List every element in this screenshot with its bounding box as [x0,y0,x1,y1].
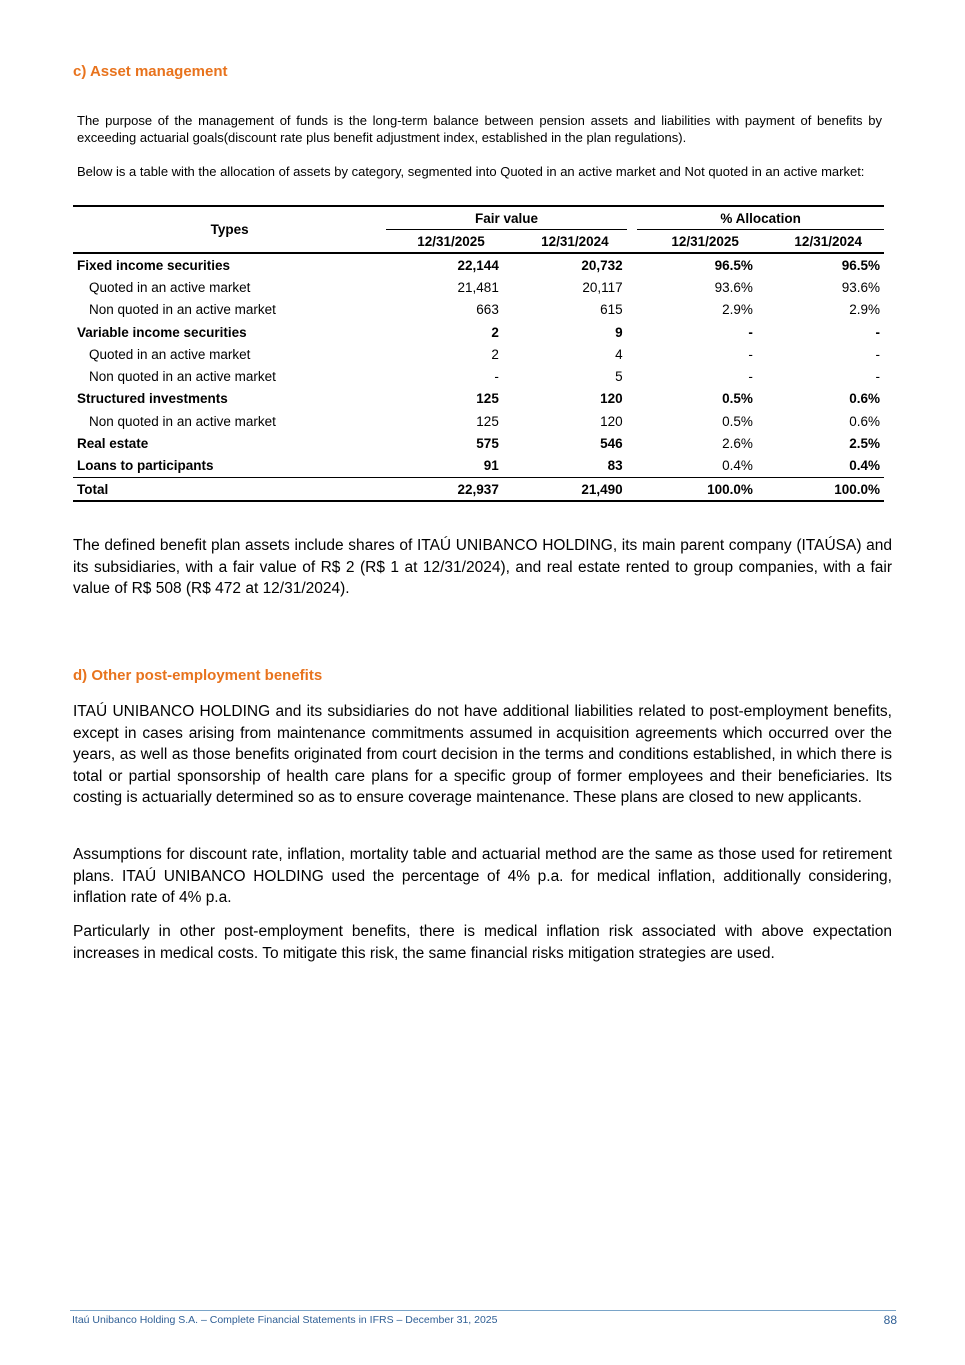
section-c-title: c) Asset management [73,63,228,80]
defined-benefit-assets-paragraph: The defined benefit plan assets include shares of ITAÚ UNIBANCO HOLDING, its main parent company (ITAÚSA) and its subsidiaries, with a fair value of R$ 2 (R$ 1 at 12/31/2024), and real estate rented to group companies, with a fair value of R$ 508 (R$ 472 at 12/31/2024). [73,537,892,597]
row-label: Fixed income securities [77,257,231,273]
fv-2025-cell: 22,144 [457,257,499,273]
table-header-row [73,206,884,230]
table-row [73,321,884,343]
row-label: Quoted in an active market [89,279,251,295]
fv-2025-cell: 125 [476,391,499,407]
types-header: Types [73,206,386,253]
fv-2025-cell: - [494,369,499,385]
fv-date-2024: 12/31/2024 [503,230,627,254]
table-total-row [73,477,884,501]
alloc-2024-cell: 2.5% [849,436,880,452]
alloc-2025-cell: 0.5% [722,413,753,429]
row-label: Total [73,477,386,501]
fv-2024-cell: 546 [600,436,623,452]
table-row [73,410,884,432]
fv-2024-cell: 83 [503,455,627,478]
fv-2025-cell: 22,937 [386,477,502,501]
fv-2024-cell: 20,732 [581,257,623,273]
fv-2025-cell: 21,481 [457,279,499,295]
fv-2025-cell: 2 [491,324,499,340]
row-label: Non quoted in an active market [89,302,276,318]
section-d-title: d) Other post-employment benefits [73,667,323,684]
alloc-2024-cell: 100.0% [757,477,884,501]
table-row [73,455,884,478]
alloc-date-2025: 12/31/2025 [637,230,757,254]
footer-text: Itaú Unibanco Holding S.A. – Complete Financial Statements in IFRS – December 31, 2025 [72,1314,498,1326]
fv-2025-cell: 125 [476,413,499,429]
table-row [73,276,884,298]
page-number: 88 [883,1313,897,1327]
fv-2024-cell: 9 [615,324,623,340]
alloc-2024-cell: 0.4% [757,455,884,478]
alloc-2024-cell: - [875,369,880,385]
row-label: Loans to participants [73,455,386,478]
row-label: Non quoted in an active market [89,369,276,385]
alloc-2025-cell: - [748,369,753,385]
fv-2024-cell: 120 [600,391,623,407]
table-row [73,253,884,276]
row-label: Non quoted in an active market [89,413,276,429]
row-label: Real estate [77,436,149,452]
alloc-2025-cell: 0.4% [637,455,757,478]
alloc-2024-cell: 2.9% [849,302,880,318]
alloc-2025-cell: 0.5% [722,391,753,407]
alloc-2024-cell: 0.6% [849,413,880,429]
alloc-2025-cell: - [748,324,753,340]
alloc-2024-cell: 96.5% [841,257,880,273]
asset-management-purpose-paragraph: The purpose of the management of funds is the long-term balance between pension assets and liabilities with payment of benefits by exceeding actuarial goals(discount rate plus benefit adjustment index, established in the plan regulations). [77,113,882,145]
post-employment-paragraph-3: Particularly in other post-employment benefits, there is medical inflation risk associated with above expectation increases in medical costs. To mitigate this risk, the same financial risks mitigation strategies are used. [73,923,892,962]
fv-2024-cell: 120 [600,413,623,429]
fair-value-header: Fair value [386,206,626,230]
fv-2025-cell: 663 [476,302,499,318]
table-row [73,365,884,387]
alloc-2025-cell: 96.5% [714,257,753,273]
allocation-intro-paragraph: Below is a table with the allocation of assets by category, segmented into Quoted in an active market and Not quoted in an active market: [77,164,865,179]
table-row [73,432,884,454]
table-row [73,299,884,321]
asset-allocation-table [73,205,884,502]
table-row [73,343,884,365]
fv-2025-cell: 2 [491,346,499,362]
alloc-2025-cell: 2.9% [722,302,753,318]
post-employment-paragraph-2: Assumptions for discount rate, inflation, mortality table and actuarial method are the same as those used for retirement plans. ITAÚ UNIBANCO HOLDING used the percentage of 4% p.a. for medical inflation, additionally considering, inflation rate of 4% p.a. [73,846,892,906]
post-employment-paragraph-1: ITAÚ UNIBANCO HOLDING and its subsidiaries do not have additional liabilities related to post-employment benefits, except in cases arising from maintenance commitments assumed in acquisition agreements which occurred over the years, as well as those benefits originated from court decision in the terms and conditions established, in which there is total or partial sponsorship of health care plans for a specific group of former employees and their beneficiaries. Its costing is actuarially determined so as to ensure coverage maintenance. These plans are closed to new applicants. [73,703,892,806]
alloc-2025-cell: - [748,346,753,362]
alloc-2024-cell: - [875,324,880,340]
fv-date-2025: 12/31/2025 [386,230,502,254]
footer-divider [70,1310,896,1311]
alloc-2025-cell: 2.6% [722,436,753,452]
alloc-2025-cell: 100.0% [637,477,757,501]
fv-2025-cell: 91 [386,455,502,478]
fv-2024-cell: 4 [615,346,623,362]
fv-2024-cell: 20,117 [582,279,623,295]
alloc-2024-cell: - [875,346,880,362]
alloc-2025-cell: 93.6% [714,279,753,295]
row-label: Quoted in an active market [89,346,251,362]
alloc-2024-cell: 93.6% [841,279,880,295]
row-label: Structured investments [77,391,228,407]
fv-2025-cell: 575 [476,436,499,452]
alloc-date-2024: 12/31/2024 [757,230,884,254]
alloc-2024-cell: 0.6% [849,391,880,407]
allocation-header: % Allocation [637,206,884,230]
fv-2024-cell: 21,490 [503,477,627,501]
fv-2024-cell: 615 [600,302,623,318]
row-label: Variable income securities [77,324,247,340]
fv-2024-cell: 5 [615,369,623,385]
table-row [73,388,884,410]
